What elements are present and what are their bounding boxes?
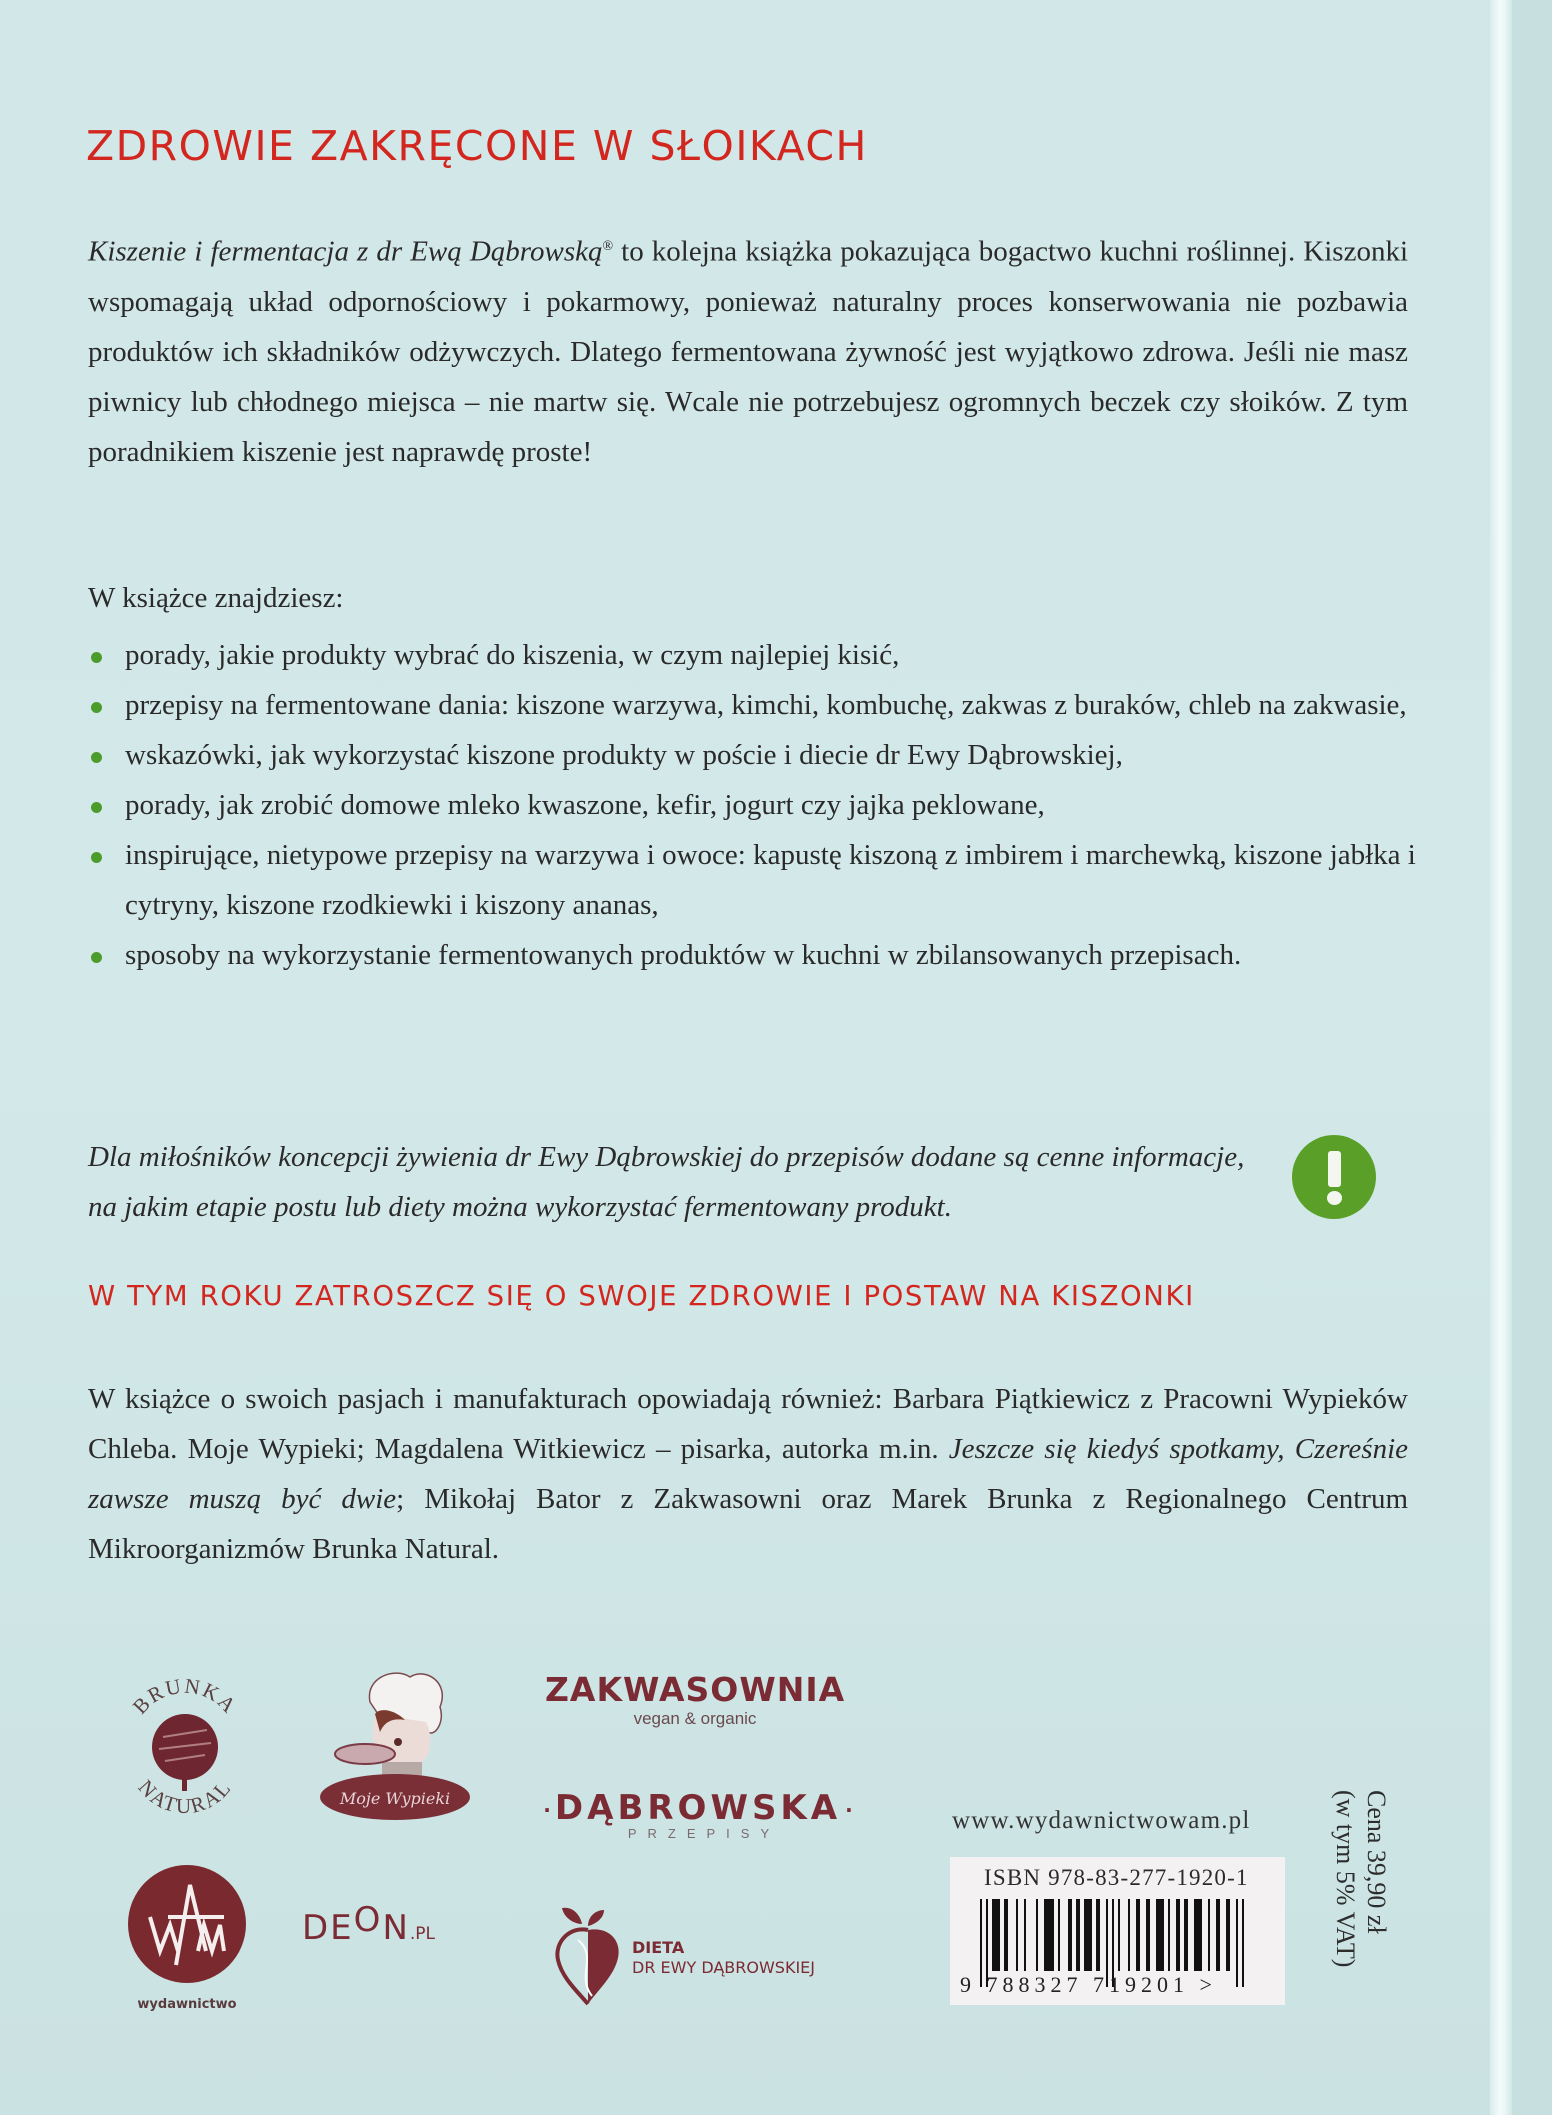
contents-intro: W książce znajdziesz: <box>88 582 344 614</box>
dieta-dr-ewy-dabrowskiej-logo: DIETA DR EWY DĄBROWSKIEJ <box>548 1900 878 2010</box>
svg-text:Moje Wypieki: Moje Wypieki <box>339 1789 451 1808</box>
svg-text:BRUNKA: BRUNKA <box>127 1675 243 1719</box>
intro-paragraph <box>88 222 1408 477</box>
apple-heart-dna-icon <box>548 1900 628 2010</box>
isbn-barcode <box>950 1857 1285 2005</box>
isbn-number: ISBN 978-83-277-1920-1 <box>984 1865 1249 1890</box>
moje-wypieki-logo <box>310 1662 480 1822</box>
bullet-dot-icon <box>91 802 102 813</box>
spine-highlight <box>1490 0 1512 2115</box>
list-item-text: inspirujące, nietypowe przepisy na warzywa i owoce: kapustę kiszoną z imbirem i marchewką, kiszone jabłka i cytryny, kiszone rzodkiewki i kiszony ananas, <box>125 839 1416 921</box>
bullet-dot-icon <box>91 852 102 863</box>
list-item-text: sposoby na wykorzystanie fermentowanych produktów w kuchni w zbilansowanych przepisach. <box>125 939 1242 971</box>
zakwasownia-logo <box>545 1670 845 1729</box>
bullet-dot-icon <box>91 752 102 763</box>
vat-info: (w tym 5% VAT) <box>1331 1790 1360 1968</box>
wam-publisher-logo <box>122 1865 252 2012</box>
dabrowska-name: DĄBROWSKA <box>554 1788 842 1828</box>
wam-label: wydawnictwo <box>137 1997 237 2012</box>
bullet-dot-icon <box>91 652 102 663</box>
page-title: ZDROWIE ZAKRĘCONE W SŁOIKACH <box>86 122 868 170</box>
list-item <box>88 730 1418 780</box>
bullet-dot-icon <box>91 952 102 963</box>
baker-chef-icon <box>310 1662 480 1822</box>
subheading: W TYM ROKU ZATROSZCZ SIĘ O SWOJE ZDROWIE I POSTAW NA KISZONKI <box>88 1280 1195 1312</box>
contents-list <box>88 630 1418 980</box>
diet-note: Dla miłośników koncepcji żywienia dr Ewy Dąbrowskiej do przepisów dodane są cenne informacje, na jakim etapie postu lub diety można wykorzystać fermentowany produkt. <box>88 1141 1245 1223</box>
list-item-text: przepisy na fermentowane dania: kiszone warzywa, kimchi, kombuchę, zakwas z buraków, chleb na zakwasie, <box>125 689 1407 721</box>
list-item-text: wskazówki, jak wykorzystać kiszone produkty w poście i diecie dr Ewy Dąbrowskiej, <box>125 739 1123 771</box>
wam-mark-icon <box>128 1865 246 1983</box>
contributors-text-1: W książce o swoich pasjach i manufakturach opowiadają również: Barbara Piątkiewicz z Pracowni Wypieków Chleba. Moje Wypieki; Magdalena Witkiewicz – pisarka, autorka m.in. <box>88 1383 1408 1465</box>
contributors-text-2: ; Mikołaj Bator z Zakwasowni oraz Marek Brunka z Regionalnego Centrum Mikroorganizmów Brunka Natural. <box>88 1483 1408 1565</box>
price: Cena 39,90 zł <box>1362 1790 1391 1934</box>
brunka-natural-logo <box>115 1675 255 1825</box>
deon-logo: DEON.PL <box>302 1900 436 1948</box>
barcode-digits: 9 788327 719201 > <box>960 1972 1217 1997</box>
list-item <box>88 930 1418 980</box>
list-item-text: porady, jakie produkty wybrać do kiszenia, w czym najlepiej kisić, <box>125 639 900 671</box>
publisher-url[interactable]: www.wydawnictwowam.pl <box>952 1807 1251 1834</box>
brunka-tree-icon <box>115 1675 255 1825</box>
list-item <box>88 830 1418 930</box>
dabrowska-przepisy-logo: · DĄBROWSKA · PRZEPISY <box>528 1788 868 1841</box>
spine-edge <box>1512 0 1552 2115</box>
zakwasownia-name: ZAKWASOWNIA <box>545 1670 846 1709</box>
book-titles: Jeszcze się kiedyś spotkamy, Czereśnie zawsze muszą być dwie <box>88 1433 1409 1515</box>
contributors-paragraph <box>88 1374 1408 1574</box>
list-item <box>88 680 1418 730</box>
list-item <box>88 630 1418 680</box>
registered-mark: ® <box>602 239 614 254</box>
price-label <box>1318 1790 1398 2010</box>
zakwasownia-tagline: vegan & organic <box>633 1709 757 1728</box>
bullet-dot-icon <box>91 702 102 713</box>
list-item <box>88 780 1418 830</box>
dabrowska-tagline: PRZEPISY <box>627 1826 781 1841</box>
intro-text: to kolejna książka pokazująca bogactwo kuchni roślinnej. Kiszonki wspomagają układ odpornościowy i pokarmowy, ponieważ naturalny proces konserwowania nie pozbawia produktów ich składników odżywczych. Dlatego fermentowana żywność jest wyjątkowo zdrowa. Jeśli nie masz piwnicy lub chłodnego miejsca – nie martw się. Wcale nie potrzebujesz ogromnych beczek czy słoików. Z tym poradnikiem kiszenie jest naprawdę proste! <box>88 235 1408 468</box>
book-title: Kiszenie i fermentacja z dr Ewą Dąbrowską <box>88 235 603 268</box>
exclamation-circle-icon <box>1292 1135 1376 1219</box>
list-item-text: porady, jak zrobić domowe mleko kwaszone, kefir, jogurt czy jajka peklowane, <box>125 789 1045 821</box>
svg-text:NATURAL: NATURAL <box>133 1775 237 1819</box>
